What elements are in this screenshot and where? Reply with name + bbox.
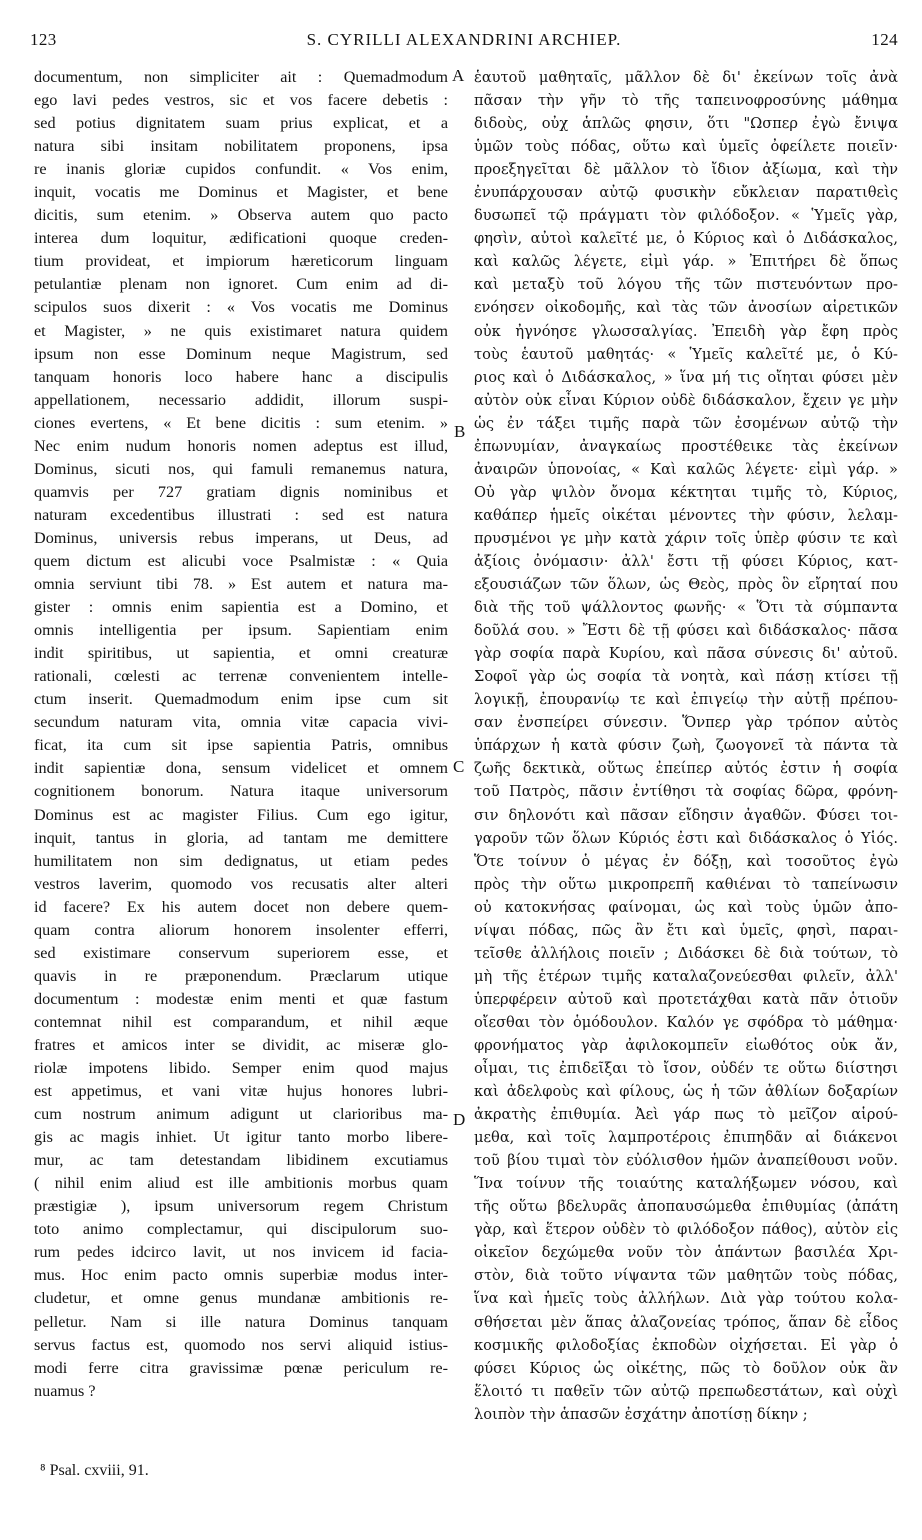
margin-marker-a: A (452, 66, 465, 85)
text-line: κοσμικῆς φιλοδοξίας ἐκποδὼν οἰχήσεται. Εἰ γὰρ ὁ (474, 1336, 898, 1354)
text-line: appellationem, necessario addidit, illorum suspi- (34, 390, 448, 409)
text-line: inquit, tantus in gloria, ad tantam me demittere (34, 828, 448, 847)
text-line: νίψαι πόδας, πῶς ἂν ἔτι καὶ ὑμεῖς, φησὶ, παραι- (474, 921, 898, 939)
text-line: πρυσμένοι γε μὴν κατὰ χάριν τοῖς ὑπὲρ φύσιν τε καὶ (474, 529, 898, 547)
text-line: secundum naturam vita, omnia vitæ capacia vivi- (34, 713, 448, 732)
text-line: servus factus est, quomodo nos servi aliquid istius- (34, 1335, 448, 1354)
margin-marker-b: B (454, 422, 466, 441)
text-line: σθήσεται μὲν ἅπας ἀλαζονείας τρόπος, ἅπαν δὲ εἶδος (474, 1313, 898, 1331)
text-line: Dominus, sicuti nos, qui famuli remanemus natura, (34, 459, 448, 478)
text-line: Nec enim nudum honoris nomen adeptus est illud, (34, 436, 448, 455)
text-line: indit spiritibus, ut sapientia, et omni creaturæ (34, 644, 448, 663)
text-line: Ὅτε τοίνυν ὁ μέγας ἐν δόξῃ, καὶ τοσοῦτος ἐγὼ (474, 852, 898, 870)
text-line: nuamus ? (34, 1381, 96, 1400)
text-line: mur, ac tam detestandam libidinem excutiamus (34, 1151, 448, 1170)
text-line: quem dictum est alicubi voce Psalmistæ : « Quia (34, 551, 448, 570)
text-line: τῆς οὕτω βδελυρᾶς ἀποπαυσώμεθα ἐπιθυμίας (ἀπάτη (474, 1198, 898, 1216)
text-line: præstigiæ ), ipsum universorum regem Christum (34, 1197, 448, 1216)
text-line: μὴ τῆς ἑτέρων τιμῆς καταλαζονεύεσθαι φιλεῖν, ἀλλ' (474, 967, 898, 985)
text-line: ἕλοιτό τι παθεῖν τῶν αὐτῷ πρεπωδεστάτων, καὶ οὐχὶ (474, 1382, 898, 1400)
text-line: φύσει Κύριος ὡς οἰκέτης, πῶς τὸ δοῦλον οὐκ ἂν (474, 1359, 898, 1377)
text-line: id facere? Ex his autem docet non debere quem- (34, 897, 448, 916)
text-line: inquit, vocatis me Dominus et Magister, et bene (34, 183, 448, 202)
text-line: indit sapientiæ dona, sensum videlicet et omnem (34, 759, 448, 778)
text-line: riolæ impotens libido. Semper enim quod majus (34, 1059, 448, 1078)
text-line: rum pedes idcirco lavit, ut nos invicem id facia- (34, 1243, 448, 1262)
text-line: et Magister, » ne quis existimaret natura quidem (34, 321, 448, 340)
text-line: cognitionem bonorum. Natura itaque universorum (34, 782, 448, 801)
text-line: toto animo complectamur, qui discipulorum suo- (34, 1220, 448, 1239)
text-line: fratres et amicos inter se dividit, ac miseræ glo- (34, 1035, 448, 1054)
text-line: Dominus est ac magister Filius. Cum ego igitur, (34, 805, 448, 824)
text-line: ἑαυτοῦ μαθηταῖς, μᾶλλον δὲ δι' ἐκείνων τοῖς ἀνὰ (474, 69, 898, 86)
text-line: ὑπερφέρειν αὐτοῦ καὶ προτετάχθαι κατὰ πᾶν ὁτιοῦν (474, 990, 898, 1008)
text-line: natura sibi insitam nobilitatem proponens, ipsa (34, 137, 448, 156)
text-line: ἀναιρῶν ὑπονοίας, « Καὶ καλῶς λέγετε· εἰμὶ γάρ. » (474, 460, 898, 478)
running-head (30, 30, 898, 56)
text-line: ὡς ἐν τάξει τιμῆς παρὰ τῶν ἐσομένων αὐτῷ τὴν (474, 414, 898, 432)
margin-marker-d: D (453, 1110, 466, 1129)
greek-column (474, 66, 898, 1426)
text-line: sed existimare conservum superiorem esse, et (34, 943, 448, 962)
text-line: φρονήματος γὰρ ἀφιλοκομπεῖν εἰωθότος οὐκ ἄν, (474, 1036, 898, 1054)
running-title: S. CYRILLI ALEXANDRINI ARCHIEP. (306, 30, 622, 49)
text-line: στὸν, διὰ τοῦτο νίψαντα τῶν μαθητῶν τοὺς πόδας, (474, 1267, 898, 1285)
text-line: οὐ κατοκνήσας φαίνομαι, ὡς καὶ τοὺς ὑμῶν ἀπο- (474, 898, 898, 916)
text-line: προεξηγεῖται δὲ μᾶλλον τὸ ἴδιον ἀξίωμα, καὶ τὴν (474, 161, 898, 179)
page-number-left: 123 (30, 30, 57, 49)
text-line: contemnat nihil est comparandum, et nihil æque (34, 1012, 448, 1031)
text-line: καὶ μεταξὺ τοῦ λόγου τῆς τῶν πιστευόντων προ- (474, 276, 898, 294)
text-line: est appetimus, et vani vitæ hujus honores lubri- (34, 1082, 448, 1101)
footnote: ⁸ Psal. cxviii, 91. (40, 1462, 149, 1479)
text-line: δυσωπεῖ τῷ πράγματι τὸν φιλόδοξον. « Ὑμεῖς γὰρ, (474, 207, 898, 225)
text-line: ἐνυπάρχουσαν αὐτῷ φυσικὴν εὔκλειαν παρατιθεὶς (474, 184, 898, 202)
margin-marker-c: C (453, 757, 465, 776)
text-line: pelletur. Nam si ille natura Dominus tanquam (34, 1312, 448, 1331)
text-line: οἰκεῖον δεχώμεθα νοῦν τὸν ἁπάντων βασιλέα Χρι- (474, 1244, 898, 1262)
text-line: ενόησεν οἰκοδομῆς, καὶ τὰς τῶν ἀνοσίων αἱρετικῶν (474, 299, 898, 317)
text-line: πᾶσαν τὴν γῆν τὸ τῆς ταπεινοφροσύνης μάθημα (474, 92, 898, 110)
text-line: οἶμαι, τις ἐπιδεῖξαι τὸ ἴσον, οὐδέν τε οὕτω διίστησι (474, 1060, 898, 1078)
text-line: rationali, cœlesti ac terrenæ convenientem intelle- (34, 667, 448, 686)
text-line: tanquam honoris loco habere hanc a discipulis (34, 367, 448, 386)
text-line: ciones evertens, « Et bene dicitis : sum etenim. » (34, 413, 448, 432)
text-line: ( nihil enim aliud est ille ambitionis morbus quam (34, 1174, 448, 1193)
text-line: ἵνα καὶ ἡμεῖς τοὺς ἀλλήλων. Διὰ γὰρ τούτου κολα- (474, 1290, 898, 1308)
text-line: λογικῇ, ἐπουρανίῳ τε καὶ ἐπιγείῳ τὴν αὐτῇ πρέπου- (474, 691, 898, 709)
text-line: πρὸς τὴν οὕτω μικροπρεπῆ καθιέναι τὸ ταπείνωσιν (474, 875, 898, 893)
text-line: διὰ τῆς τοῦ ψάλλοντος φωνῆς· « Ὅτι τὰ σύμπαντα (474, 599, 898, 617)
text-line: tium provideat, et impiorum hæreticorum linguam (34, 252, 448, 271)
text-line: τοῦ βίου τιμαὶ τὸν εὐόλισθον ἡμῶν ἀναπείθουσι νοῦν. (474, 1152, 898, 1170)
text-line: cludetur, et omne genus mundanæ ambitionis re- (34, 1289, 448, 1308)
text-line: naturam excedentibus illustrati : sed est natura (34, 505, 448, 524)
text-line: ὑμῶν τοὺς πόδας, οὕτω καὶ ὑμεῖς ὀφείλετε ποιεῖν· (474, 138, 898, 156)
text-line: quamvis per 727 gratiam dignis nominibus et (34, 482, 448, 501)
text-line: documentum : modestæ enim menti et quæ fastum (34, 989, 448, 1008)
text-line: δοῦλά σου. » Ἔστι δὲ τῇ φύσει καὶ διδάσκαλος· πᾶσα (474, 622, 898, 640)
text-line: ὑπάρχων ἡ κατὰ φύσιν ζωὴ, ζωογονεῖ τὰ πάντα τὰ (474, 737, 898, 755)
text-line: petulantiæ plenam non ignoret. Cum enim ad di- (34, 275, 448, 294)
text-line: διδοὺς, οὐχ ἁπλῶς φησιν, ὅτι "Ωσπερ ἐγὼ ἔνιψα (474, 115, 898, 133)
text-line: καὶ ἀδελφοὺς καὶ φίλους, ὡς ἡ τῶν ἀθλίων δοξαρίων (474, 1083, 898, 1101)
text-line: re inanis gloriæ cupidos confundit. « Vos enim, (34, 160, 448, 179)
text-line: documentum, non simpliciter ait : Quemadmodum (34, 68, 448, 86)
text-line: οἴεσθαι τὸν ὁμόδουλον. Καλόν γε σφόδρα τὸ μάθημα· (474, 1013, 898, 1031)
text-line: cum nostrum animum adigunt ut clarioribus ma- (34, 1105, 448, 1124)
text-line: modi ferre citra gravissimæ pœnæ periculum re- (34, 1358, 448, 1377)
text-line: γὰρ σοφία παρὰ Κυρίου, καὶ πᾶσα σύνεσις δι' αὐτοῦ. (474, 645, 898, 663)
text-line: ζωῆς δεκτικὰ, οὕτως ἐπείπερ αὐτός ἐστιν ἡ σοφία (474, 760, 898, 778)
text-line: φησὶν, αὐτοὶ καλεῖτέ με, ὁ Κύριος καὶ ὁ Διδάσκαλος, (474, 230, 898, 248)
text-line: λοιπὸν τὴν ἁπασῶν ἐσχάτην ἀποτίσῃ δίκην ; (474, 1405, 808, 1423)
text-line: γαροῦν τῶν ὅλων Κύριός ἐστι καὶ διδάσκαλος ὁ Υἱός. (474, 829, 898, 847)
text-line: τοὺς ἑαυτοῦ μαθητάς· « Ὑμεῖς καλεῖτέ με, ὁ Κύ- (474, 345, 898, 363)
text-line: interea dum loquitur, ædificationi quoque creden- (34, 229, 448, 248)
text-line: mus. Hoc enim pacto omnis superbiæ modus inter- (34, 1266, 448, 1285)
text-line: Οὐ γὰρ ψιλὸν ὄνομα κέκτηται τιμῆς τὸ, Κύριος, (474, 483, 898, 501)
text-line: quavis in re præponendum. Præclarum utique (34, 966, 448, 985)
text-line: καὶ καλῶς λέγετε, εἰμὶ γάρ. » Ἐπιτήρει δὲ ὅπως (474, 253, 898, 271)
text-line: Dominus, universis rebus imperans, ut Deus, ad (34, 528, 448, 547)
text-line: ipsum non esse Dominum neque Magistrum, sed (34, 344, 448, 363)
text-line: καθάπερ ἡμεῖς οἰκέται μένοντες τὴν φύσιν, λελαμ- (474, 506, 898, 524)
text-line: σιν δηλονότι καὶ πᾶσαν εἴδησιν ἀγαθῶν. Φύσει τοι- (474, 806, 898, 824)
text-line: ἀκρατὴς ἐπιθυμία. Ἀεὶ γάρ πως τὸ μεῖζον αἱρού- (474, 1106, 898, 1124)
page-number-right: 124 (871, 30, 898, 49)
text-line: μεθα, καὶ τοῖς λαμπροτέροις ἐπιπηδᾶν αἱ διάκενοι (474, 1129, 898, 1147)
text-line: ριος καὶ ὁ Διδάσκαλος, » ἵνα μή τις οἴηται φύσει μὲν (474, 368, 898, 386)
text-line: omnis intelligentia per ipsum. Sapientiam enim (34, 621, 448, 640)
text-line: Σοφοῖ γὰρ ὡς σοφία τὰ νοητὰ, καὶ πάσῃ κτίσει τῇ (474, 668, 898, 686)
text-line: omnia serviunt tibi 78. » Est autem et natura ma- (34, 575, 448, 594)
text-line: ἐπωνυμίαν, ἀναγκαίως προστέθεικε τὰς ἐκείνων (474, 437, 898, 455)
text-line: vestros laverim, quomodo vos recusatis alter alteri (34, 874, 448, 893)
text-line: ctum inserit. Quemadmodum enim ipse cum sit (34, 690, 448, 709)
text-line: humilitatem non sim dedignatus, ut etiam pedes (34, 851, 448, 870)
text-line: σαν ἐνσπείρει σύνεσιν. Ὅνπερ γὰρ τρόπον αὐτὸς (474, 714, 898, 732)
text-line: αὐτὸν οὐκ εἶναι Κύριον οὐδὲ διδάσκαλον, ἔχειν γε μὴν (474, 391, 898, 409)
text-line: gister : omnis enim sapientia est a Domino, et (34, 598, 448, 617)
text-line: οὐκ ἠγνόησε γλωσσαλγίας. Ἐπειδὴ γὰρ ἔφη πρὸς (474, 322, 898, 340)
text-line: τοῦ Πατρὸς, πᾶσιν ἐντίθησι τὰ σοφίας δῶρα, φρόνη- (474, 783, 898, 801)
latin-column (34, 66, 448, 1403)
text-line: dicitis, sum etenim. » Observa autem quo pacto (34, 206, 448, 225)
text-line: εξουσιάζων τῶν ὅλων, ὡς Θεὸς, πρὸς ὃν εἴρηταί που (474, 576, 898, 594)
text-line: Ἵνα τοίνυν τῆς τοιαύτης καταλήξωμεν νόσου, καὶ (474, 1175, 898, 1193)
text-line: ἀξίοις ὀνόμασιν· ἀλλ' ἔστι τῇ φύσει Κύριος, κατ- (474, 552, 898, 570)
text-line: sed potius dignitatem suam prius explicat, et a (34, 114, 448, 133)
text-line: quam contra aliorum honorem insolenter efferri, (34, 920, 448, 939)
text-line: τεῖσθε ἀλλήλοις ποιεῖν ; Διδάσκει δὲ διὰ τούτων, τὸ (474, 944, 898, 962)
text-line: gis ac magis inhiet. Ut igitur tanto morbo libere- (34, 1128, 448, 1147)
text-line: ego lavi pedes vestros, sic et vos facere debetis : (34, 91, 448, 110)
text-line: scipulos suos dixerit : « Vos vocatis me Dominus (34, 298, 448, 317)
text-line: ficat, ita cum sit ipse sapientia Patris, omnibus (34, 736, 448, 755)
text-line: γὰρ, καὶ ἕτερον οὐδὲν τὸ φιλόδοξον πάθος), αὐτὸν εἰς (474, 1221, 898, 1239)
